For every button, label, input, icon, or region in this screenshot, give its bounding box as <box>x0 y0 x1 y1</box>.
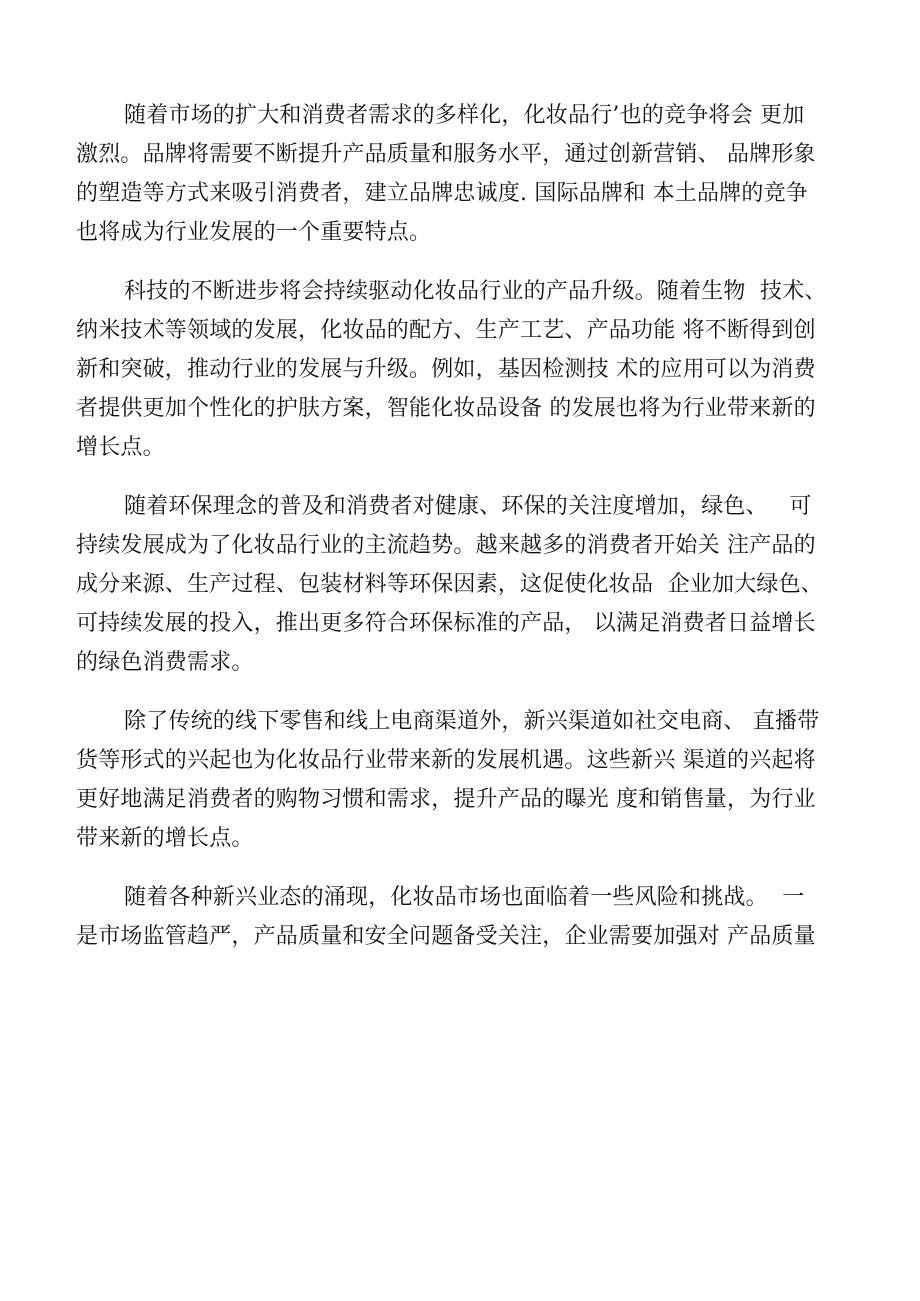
text-line: 更好地满足消费者的购物习惯和需求，提升产品的曝光 度和销售量，为行业 <box>76 787 816 812</box>
text-line: 随着各种新兴业态的涌现，化妆品市场也面临着一些风险和挑战。 一 <box>124 885 805 910</box>
text-line: 新和突破，推动行业的发展与升级。例如，基因检测技 术的应用可以为消费 <box>76 357 816 382</box>
text-line: 随着市场的扩大和消费者需求的多样化，化妆品行’也的竞争将会 更加 <box>124 103 805 128</box>
text-line: 的塑造等方式来吸引消费者，建立品牌忠诚度. 国际品牌和 本土品牌的竞争 <box>76 181 808 206</box>
text-line: 增长点。 <box>76 435 165 460</box>
text-line: 的绿色消费需求。 <box>76 650 254 675</box>
text-line: 也将成为行业发展的一个重要特点。 <box>76 220 432 245</box>
text-line: 随着环保理念的普及和消费者对健康、环保的关注度增加，绿色、 可 <box>124 494 812 519</box>
text-line: 激烈。品牌将需要不断提升产品质量和服务水平，通过创新营销、 品牌形象 <box>76 142 816 167</box>
document-body <box>76 96 846 976</box>
paragraph-market-competition <box>76 96 846 252</box>
paragraph-risks-challenges <box>76 878 846 956</box>
paragraph-new-channels <box>76 702 846 858</box>
text-line: 可持续发展的投入，推出更多符合环保标准的产品， 以满足消费者日益增长 <box>76 611 816 636</box>
text-line: 纳米技术等领域的发展，化妆品的配方、生产工艺、产品功能 将不断得到创 <box>76 318 816 343</box>
paragraph-green-sustainability <box>76 487 846 682</box>
text-line: 是市场监管趋严，产品质量和安全问题备受关注，企业需要加强对 产品质量 <box>76 924 816 949</box>
text-line: 科技的不断进步将会持续驱动化妆品行业的产品升级。随着生物 技术、 <box>124 279 827 304</box>
text-line: 带来新的增长点。 <box>76 826 254 851</box>
text-line: 成分来源、生产过程、包装材料等环保因素，这促使化妆品 企业加大绿色、 <box>76 572 823 597</box>
paragraph-technology-upgrade <box>76 272 846 467</box>
text-line: 货等形式的兴起也为化妆品行业带来新的发展机遇。这些新兴 渠道的兴起将 <box>76 748 816 773</box>
text-line: 持续发展成为了化妆品行业的主流趋势。越来越多的消费者开始关 注产品的 <box>76 533 816 558</box>
text-line: 除了传统的线下零售和线上电商渠道外，新兴渠道如社交电商、 直播带 <box>124 709 820 734</box>
text-line: 者提供更加个性化的护肤方案，智能化妆品设备 的发展也将为行业带来新的 <box>76 396 816 421</box>
